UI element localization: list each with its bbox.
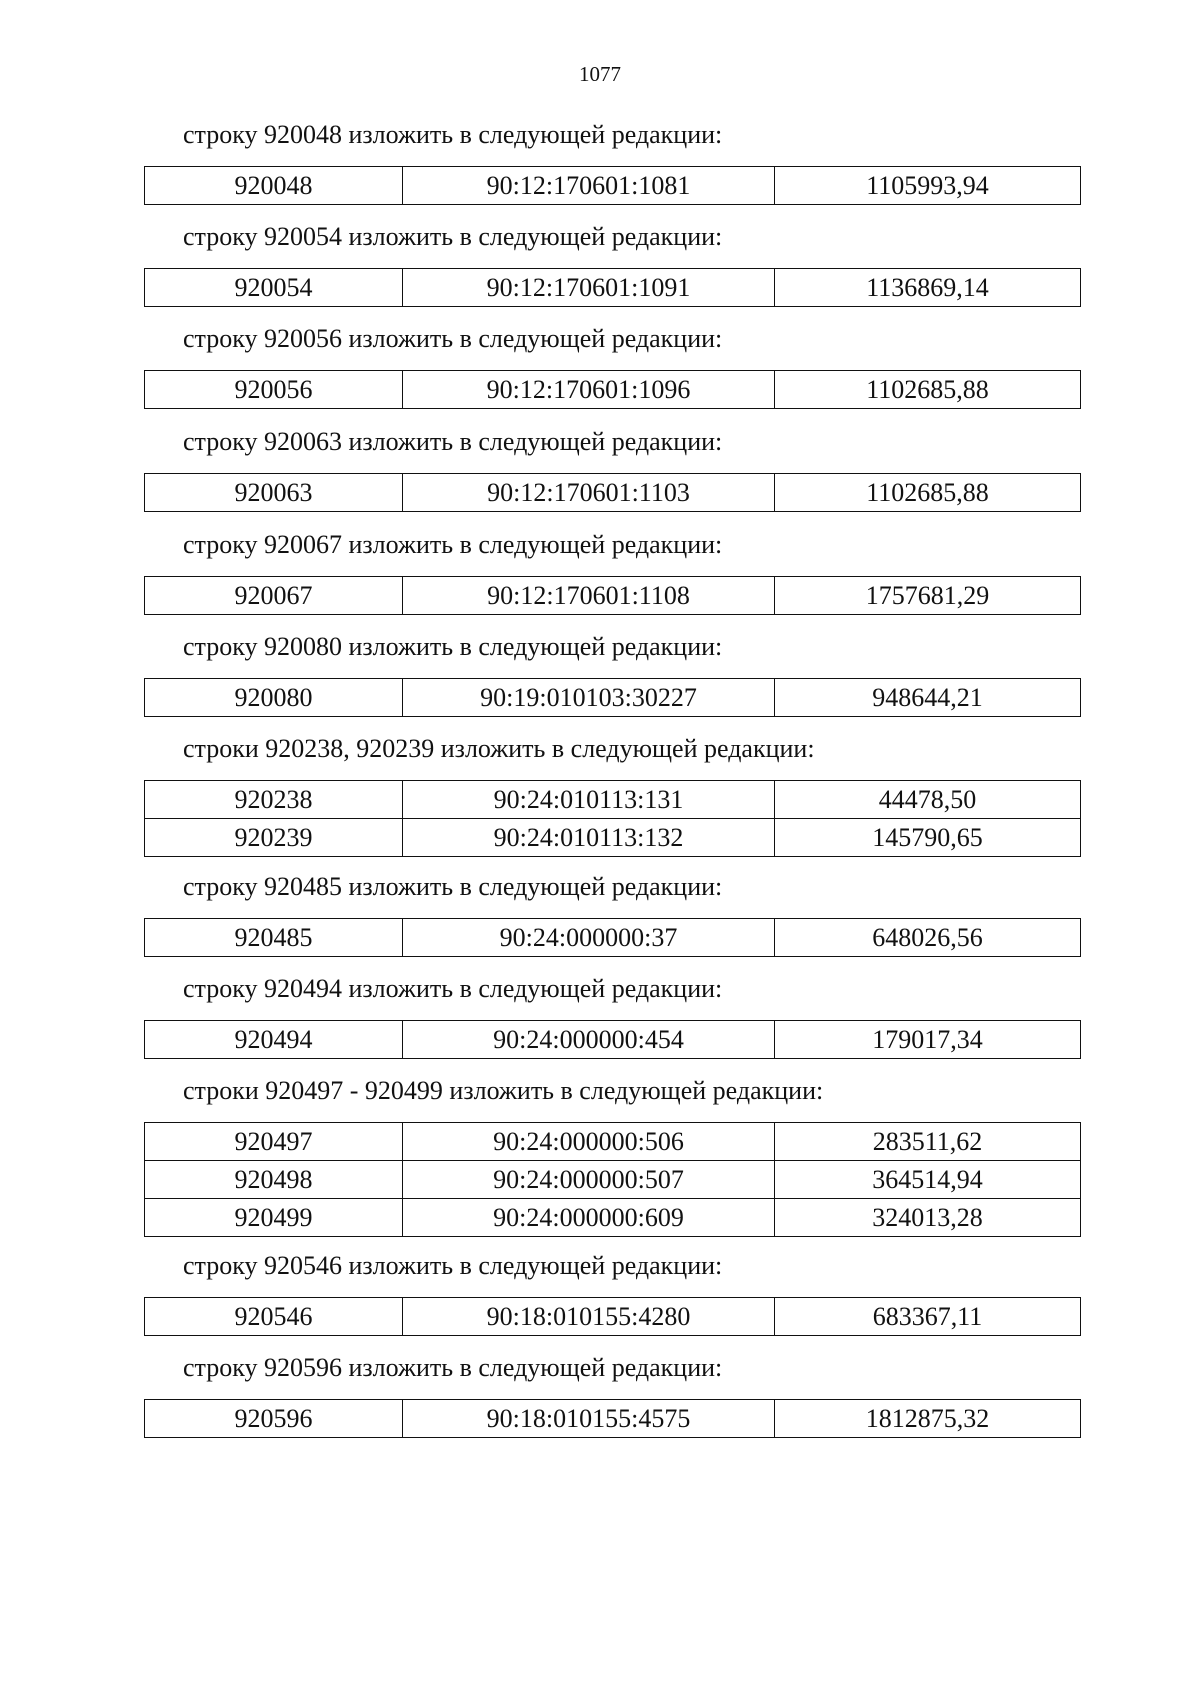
amendment-table bbox=[144, 1122, 1081, 1237]
amendment-table bbox=[144, 678, 1081, 717]
table-row bbox=[145, 167, 1081, 205]
table-row bbox=[145, 1161, 1081, 1199]
cadastral-value-cell: 1102685,88 bbox=[775, 371, 1081, 409]
amendment-intro-text: строку 920048 изложить в следующей редакции: bbox=[183, 120, 723, 149]
cadastral-number-cell: 90:18:010155:4575 bbox=[403, 1400, 775, 1438]
row-number-cell: 920063 bbox=[145, 474, 403, 512]
cadastral-value-cell: 324013,28 bbox=[775, 1199, 1081, 1237]
amendment-intro-text: строку 920485 изложить в следующей редакции: bbox=[183, 872, 723, 901]
row-number-cell: 920054 bbox=[145, 269, 403, 307]
amendment-table bbox=[144, 268, 1081, 307]
amendment-intro-text: строки 920497 - 920499 изложить в следующей редакции: bbox=[183, 1076, 824, 1105]
amendment-intro-text: строку 920080 изложить в следующей редакции: bbox=[183, 632, 723, 661]
amendment-intro-text: строку 920056 изложить в следующей редакции: bbox=[183, 324, 723, 353]
cadastral-value-cell: 1102685,88 bbox=[775, 474, 1081, 512]
amendment-intro-text: строку 920054 изложить в следующей редакции: bbox=[183, 222, 723, 251]
row-number-cell: 920238 bbox=[145, 781, 403, 819]
table-row bbox=[145, 1199, 1081, 1237]
amendment-intro-text: строку 920546 изложить в следующей редакции: bbox=[183, 1251, 723, 1280]
row-number-cell: 920048 bbox=[145, 167, 403, 205]
cadastral-value-cell: 1136869,14 bbox=[775, 269, 1081, 307]
cadastral-value-cell: 683367,11 bbox=[775, 1298, 1081, 1336]
amendment-intro-text: строку 920596 изложить в следующей редакции: bbox=[183, 1353, 723, 1382]
amendment-table bbox=[144, 166, 1081, 205]
amendment-table bbox=[144, 370, 1081, 409]
row-number-cell: 920596 bbox=[145, 1400, 403, 1438]
amendment-table bbox=[144, 780, 1081, 857]
cadastral-number-cell: 90:12:170601:1108 bbox=[403, 577, 775, 615]
amendment-intro-text: строку 920494 изложить в следующей редакции: bbox=[183, 974, 723, 1003]
table-row bbox=[145, 819, 1081, 857]
cadastral-number-cell: 90:24:000000:37 bbox=[403, 919, 775, 957]
table-row bbox=[145, 1298, 1081, 1336]
amendment-intro-text: строку 920063 изложить в следующей редакции: bbox=[183, 427, 723, 456]
amendment-table bbox=[144, 1020, 1081, 1059]
row-number-cell: 920239 bbox=[145, 819, 403, 857]
table-row bbox=[145, 269, 1081, 307]
table-row bbox=[145, 474, 1081, 512]
row-number-cell: 920494 bbox=[145, 1021, 403, 1059]
cadastral-number-cell: 90:24:000000:454 bbox=[403, 1021, 775, 1059]
cadastral-value-cell: 44478,50 bbox=[775, 781, 1081, 819]
table-row bbox=[145, 371, 1081, 409]
amendment-table bbox=[144, 473, 1081, 512]
table-row bbox=[145, 1400, 1081, 1438]
cadastral-value-cell: 145790,65 bbox=[775, 819, 1081, 857]
cadastral-number-cell: 90:12:170601:1081 bbox=[403, 167, 775, 205]
cadastral-value-cell: 179017,34 bbox=[775, 1021, 1081, 1059]
row-number-cell: 920498 bbox=[145, 1161, 403, 1199]
table-row bbox=[145, 919, 1081, 957]
table-row bbox=[145, 781, 1081, 819]
amendment-intro-text: строку 920067 изложить в следующей редакции: bbox=[183, 530, 723, 559]
cadastral-number-cell: 90:24:000000:609 bbox=[403, 1199, 775, 1237]
table-row bbox=[145, 577, 1081, 615]
table-row bbox=[145, 679, 1081, 717]
amendment-table bbox=[144, 918, 1081, 957]
cadastral-value-cell: 1105993,94 bbox=[775, 167, 1081, 205]
row-number-cell: 920497 bbox=[145, 1123, 403, 1161]
cadastral-value-cell: 648026,56 bbox=[775, 919, 1081, 957]
amendment-table bbox=[144, 1297, 1081, 1336]
cadastral-number-cell: 90:18:010155:4280 bbox=[403, 1298, 775, 1336]
row-number-cell: 920485 bbox=[145, 919, 403, 957]
cadastral-value-cell: 948644,21 bbox=[775, 679, 1081, 717]
cadastral-value-cell: 1812875,32 bbox=[775, 1400, 1081, 1438]
cadastral-value-cell: 364514,94 bbox=[775, 1161, 1081, 1199]
cadastral-number-cell: 90:24:000000:506 bbox=[403, 1123, 775, 1161]
cadastral-number-cell: 90:12:170601:1096 bbox=[403, 371, 775, 409]
cadastral-number-cell: 90:24:000000:507 bbox=[403, 1161, 775, 1199]
row-number-cell: 920499 bbox=[145, 1199, 403, 1237]
page-number: 1077 bbox=[579, 62, 621, 86]
table-row bbox=[145, 1123, 1081, 1161]
cadastral-number-cell: 90:12:170601:1103 bbox=[403, 474, 775, 512]
amendment-table bbox=[144, 1399, 1081, 1438]
row-number-cell: 920546 bbox=[145, 1298, 403, 1336]
cadastral-value-cell: 283511,62 bbox=[775, 1123, 1081, 1161]
cadastral-number-cell: 90:24:010113:131 bbox=[403, 781, 775, 819]
row-number-cell: 920067 bbox=[145, 577, 403, 615]
cadastral-number-cell: 90:12:170601:1091 bbox=[403, 269, 775, 307]
table-row bbox=[145, 1021, 1081, 1059]
amendment-intro-text: строки 920238, 920239 изложить в следующей редакции: bbox=[183, 734, 815, 763]
row-number-cell: 920056 bbox=[145, 371, 403, 409]
cadastral-number-cell: 90:19:010103:30227 bbox=[403, 679, 775, 717]
cadastral-number-cell: 90:24:010113:132 bbox=[403, 819, 775, 857]
amendment-table bbox=[144, 576, 1081, 615]
row-number-cell: 920080 bbox=[145, 679, 403, 717]
cadastral-value-cell: 1757681,29 bbox=[775, 577, 1081, 615]
